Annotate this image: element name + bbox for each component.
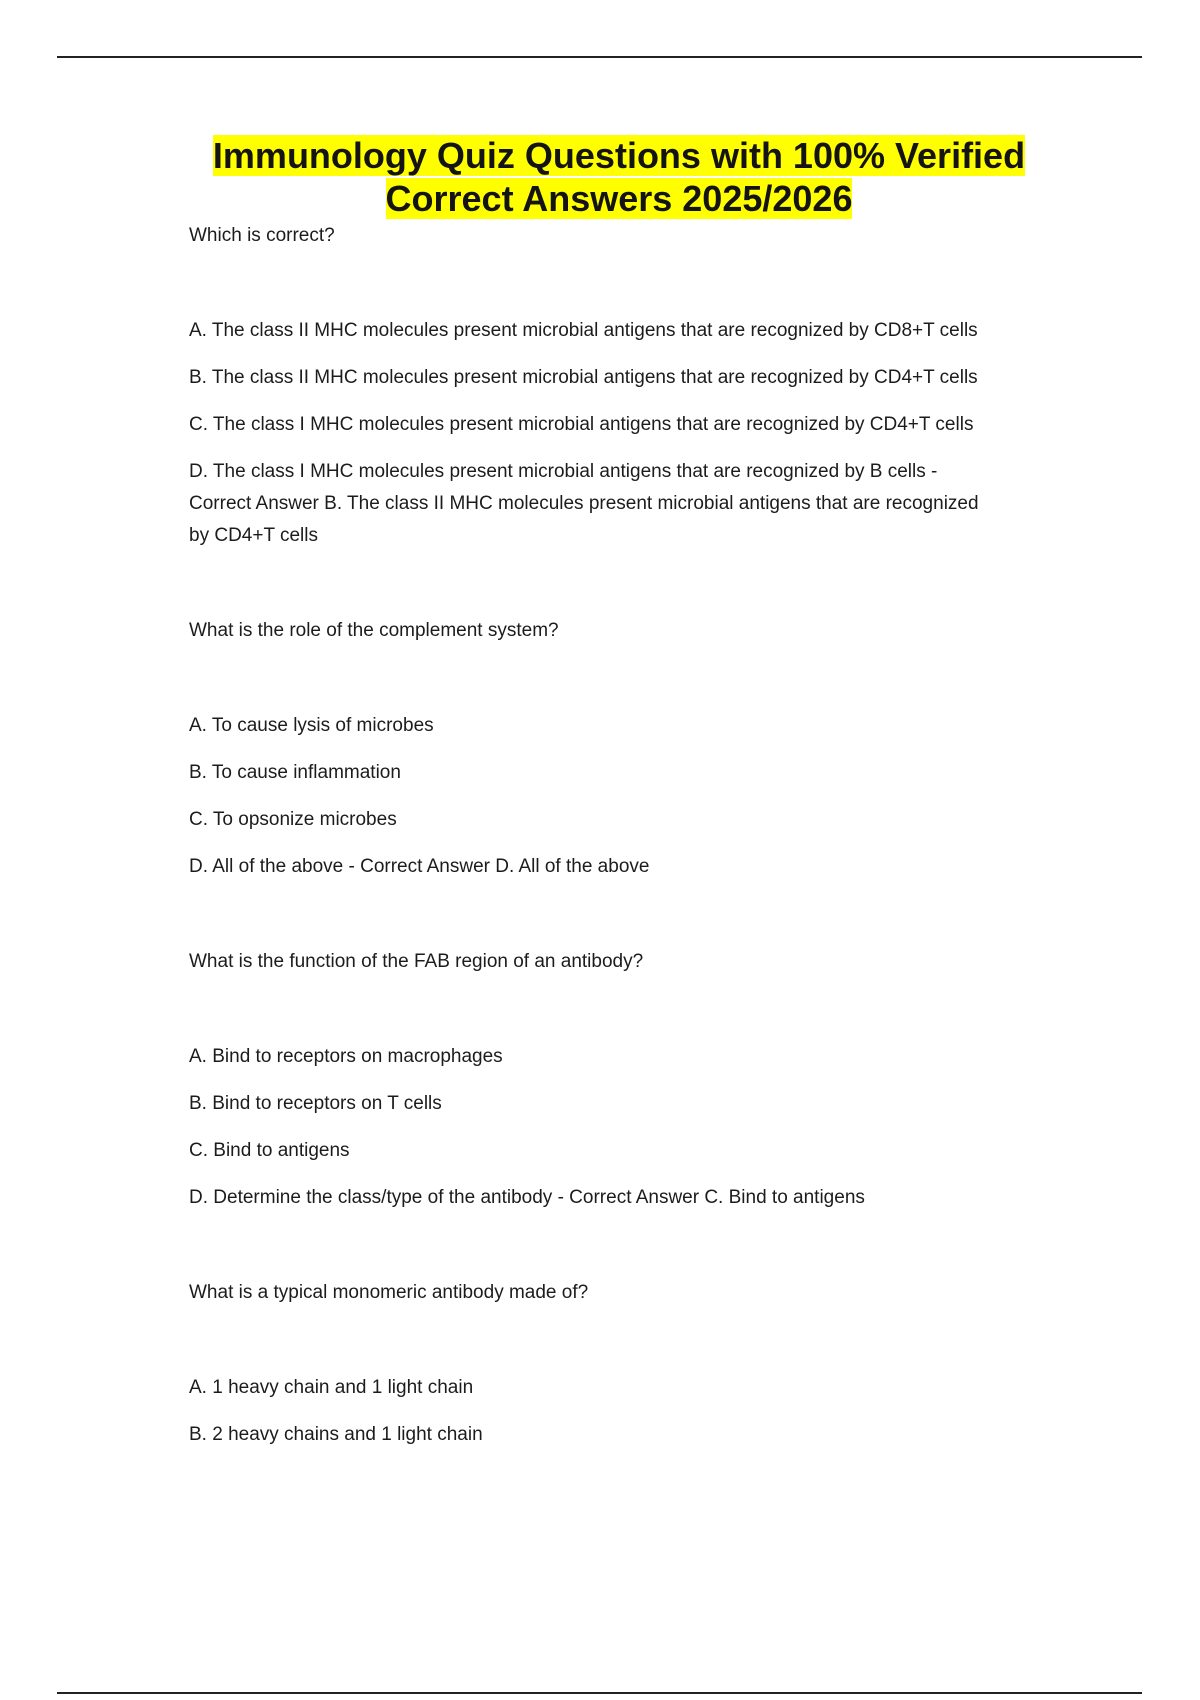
question-block-4 [189, 1277, 1049, 1451]
title-line-2: Correct Answers 2025/2026 [385, 178, 853, 219]
question-text: What is the function of the FAB region of an antibody? [189, 951, 644, 972]
answer-option: A. The class II MHC molecules present microbial antigens that are recognized by CD8+T cells [189, 320, 978, 341]
answer-option: A. 1 heavy chain and 1 light chain [189, 1377, 474, 1398]
answer-option-with-correct-answer: D. All of the above - Correct Answer D. All of the above [189, 856, 650, 877]
title-line-1: Immunology Quiz Questions with 100% Verified [212, 135, 1026, 176]
answer-line: by CD4+T cells [189, 525, 319, 546]
answer-option: C. Bind to antigens [189, 1140, 350, 1161]
question-block-3 [189, 946, 1049, 1214]
answer-option-with-correct-answer: D. Determine the class/type of the antibody - Correct Answer C. Bind to antigens [189, 1187, 865, 1208]
document-title [189, 134, 1049, 220]
answer-option: B. The class II MHC molecules present microbial antigens that are recognized by CD4+T cells [189, 367, 978, 388]
answer-option: C. The class I MHC molecules present microbial antigens that are recognized by CD4+T cells [189, 414, 974, 435]
answer-option: B. Bind to receptors on T cells [189, 1093, 442, 1114]
question-text: What is a typical monomeric antibody made of? [189, 1282, 589, 1303]
answer-option: C. To opsonize microbes [189, 809, 397, 830]
question-text: Which is correct? [189, 225, 335, 246]
answer-option: B. 2 heavy chains and 1 light chain [189, 1424, 483, 1445]
question-text: What is the role of the complement system? [189, 620, 559, 641]
question-block-2 [189, 615, 1049, 883]
question-block-1 [189, 220, 1049, 552]
answer-line: D. The class I MHC molecules present microbial antigens that are recognized by B cells - [189, 461, 938, 482]
answer-line: Correct Answer B. The class II MHC molecules present microbial antigens that are recognized [189, 493, 979, 514]
bottom-rule [57, 1692, 1142, 1694]
document-body [189, 134, 1049, 1451]
answer-option: A. To cause lysis of microbes [189, 715, 434, 736]
top-rule [57, 56, 1142, 58]
answer-option: A. Bind to receptors on macrophages [189, 1046, 503, 1067]
answer-option: B. To cause inflammation [189, 762, 401, 783]
answer-option-with-correct-answer [189, 456, 1049, 552]
